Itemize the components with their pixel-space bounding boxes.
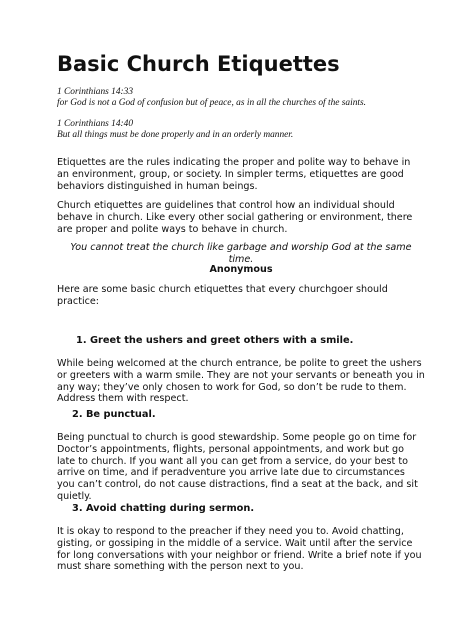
- section-3-body: It is okay to respond to the preacher if they need you to. Avoid chatting, gisting, or gossiping in the middle of a service. Wait until after the service for long conversations with your neighbor or friend. Write a brief note if you must share something with the person next to you.: [57, 526, 422, 573]
- section-3-heading: 3. Avoid chatting during sermon.: [72, 503, 255, 514]
- section-2-heading: 2. Be punctual.: [72, 409, 156, 420]
- intro-paragraph-1: Etiquettes are the rules indicating the proper and polite way to behave in an environment, group, or society. In simpler terms, etiquettes are good behaviors distinguished in human beings.: [57, 157, 411, 192]
- verse-1-text: for God is not a God of confusion but of peace, as in all the churches of the saints.: [57, 98, 367, 108]
- verse-2-text: But all things must be done properly and in an orderly manner.: [57, 130, 294, 140]
- section-2-body: Being punctual to church is good stewardship. Some people go on time for Doctor’s appointments, flights, personal appointments, and work but go late to church. If you want all you can get from a service, do your best to arrive on time, and if peradventure you arrive late due to circumstances you can’t control, do not cause distractions, find a seat at the back, and sit quietly.: [57, 432, 418, 502]
- section-1-heading: 1. Greet the ushers and greet others with a smile.: [76, 335, 354, 346]
- list-intro: Here are some basic church etiquettes that every churchgoer should practice:: [57, 284, 388, 307]
- verse-2-reference: 1 Corinthians 14:40: [57, 119, 134, 129]
- intro-paragraph-2: Church etiquettes are guidelines that control how an individual should behave in church. Like every other social gathering or environment, there are proper and polite ways to behave in church.: [57, 200, 413, 235]
- section-1-body: While being welcomed at the church entrance, be polite to greet the ushers or greeters with a warm smile. They are not your servants or beneath you in any way; they’ve only chosen to work for God, so don’t be rude to them. Address them with respect.: [57, 358, 425, 405]
- quote-text: You cannot treat the church like garbage and worship God at the same time.: [70, 242, 412, 265]
- verse-1-reference: 1 Corinthians 14:33: [57, 87, 134, 97]
- document-title: Basic Church Etiquettes: [57, 52, 340, 76]
- quote-author: Anonymous: [209, 264, 273, 275]
